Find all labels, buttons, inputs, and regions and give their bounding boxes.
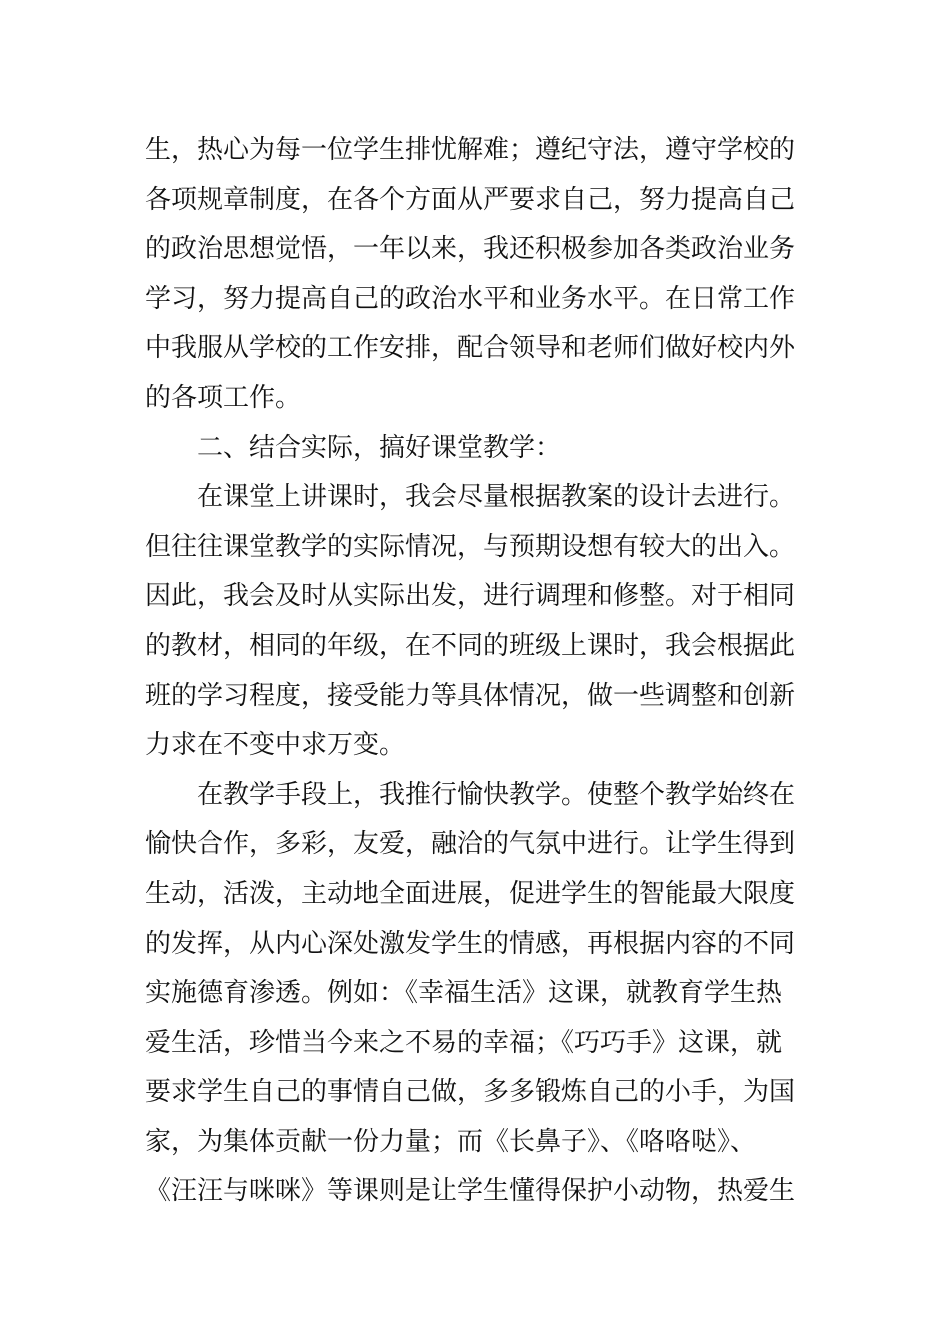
text-line: 《汪汪与咪咪》等课则是让学生懂得保护小动物，热爱生 [145,1176,796,1207]
text-line: 因此，我会及时从实际出发，进行调理和修整。对于相同 [145,581,796,612]
text-line: 班的学习程度，接受能力等具体情况，做一些调整和创新 [145,680,796,711]
text-line: 愉快合作，多彩，友爱，融洽的气氛中进行。让学生得到 [145,829,796,860]
text-line: 力求在不变中求万变。 [145,730,406,761]
text-line: 生动，活泼，主动地全面进展，促进学生的智能最大限度 [145,878,796,909]
text-line: 学习，努力提高自己的政治水平和业务水平。在日常工作 [145,283,796,314]
text-line: 的各项工作。 [145,382,302,413]
paragraph-start-line: 在课堂上讲课时，我会尽量根据教案的设计去进行。 [197,482,796,513]
section-heading: 二、结合实际，搞好课堂教学： [197,432,562,463]
body-text [145,126,810,1217]
text-line: 实施德育渗透。例如：《幸福生活》这课，就教育学生热 [145,978,783,1009]
text-line: 的发挥，从内心深处激发学生的情感，再根据内容的不同 [145,928,796,959]
text-line: 生，热心为每一位学生排忧解难；遵纪守法，遵守学校的 [145,135,796,165]
text-line: 的教材，相同的年级，在不同的班级上课时，我会根据此 [145,630,796,661]
text-line: 中我服从学校的工作安排，配合领导和老师们做好校内外 [145,333,796,364]
text-line: 要求学生自己的事情自己做，多多锻炼自己的小手，为国 [145,1077,796,1108]
text-line: 但往往课堂教学的实际情况，与预期设想有较大的出入。 [145,531,796,562]
text-line: 各项规章制度，在各个方面从严要求自己，努力提高自己 [145,184,796,215]
text-line: 的政治思想觉悟，一年以来，我还积极参加各类政治业务 [145,234,796,265]
text-line: 爱生活，珍惜当今来之不易的幸福；《巧巧手》这课，就 [145,1027,783,1058]
paragraph-start-line: 在教学手段上，我推行愉快教学。使整个教学始终在 [197,779,796,810]
text-line: 家，为集体贡献一份力量；而《长鼻子》、《咯咯哒》、 [145,1126,757,1157]
